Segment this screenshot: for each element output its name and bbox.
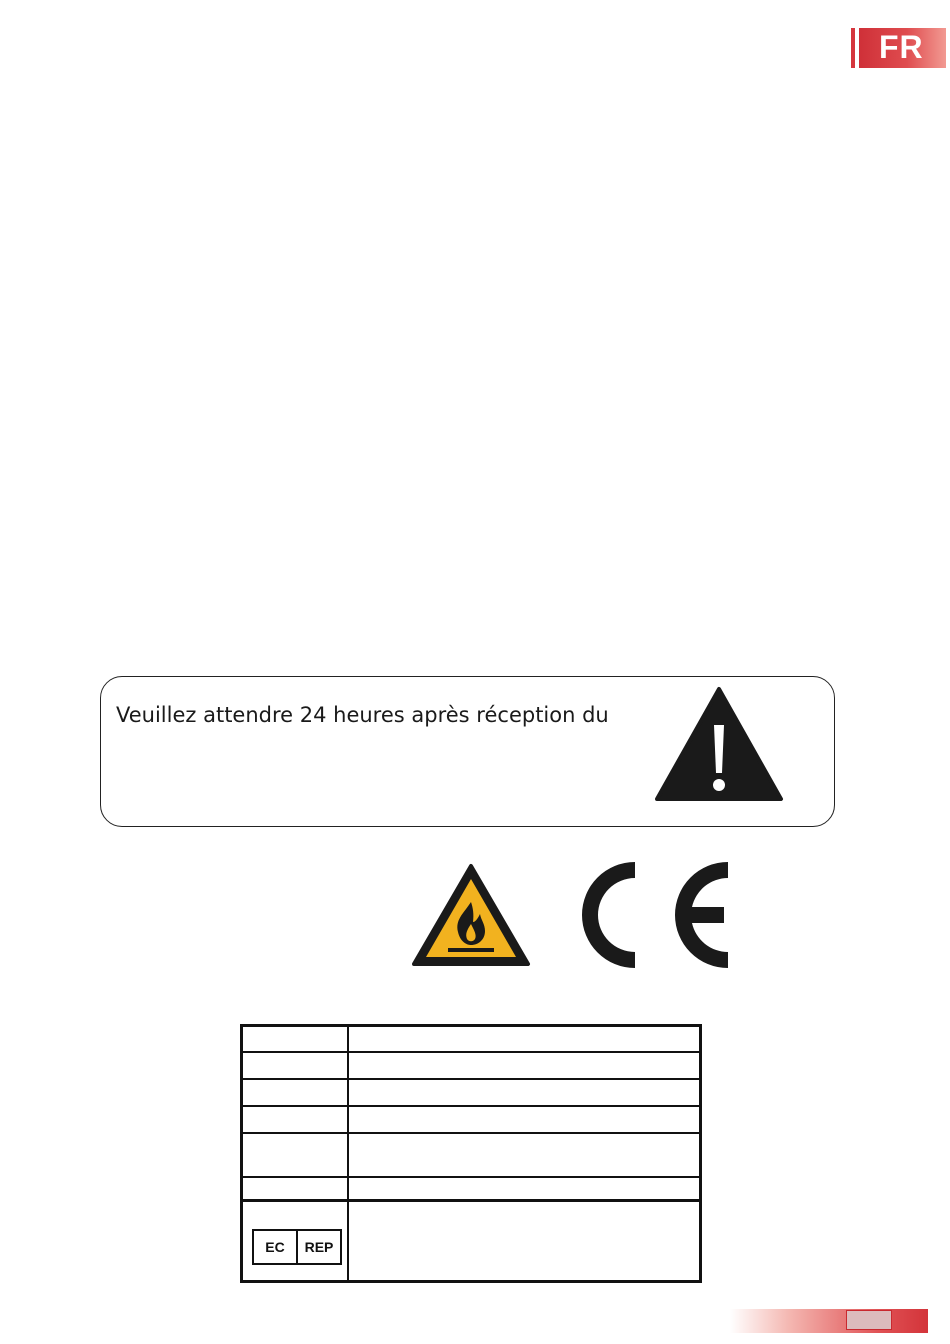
warning-icon <box>653 685 785 803</box>
ce-mark-icon <box>578 860 730 970</box>
table-row-divider <box>243 1105 699 1107</box>
ec-rep-left-label: EC <box>265 1239 285 1255</box>
table-row-divider <box>243 1078 699 1080</box>
product-label-table <box>240 1024 702 1283</box>
language-tab-edge <box>851 28 855 68</box>
table-row-divider <box>243 1132 699 1134</box>
ec-rep-symbol <box>252 1229 342 1265</box>
table-row-divider <box>243 1199 699 1202</box>
flammable-warning-icon <box>411 862 531 968</box>
warning-notice-box <box>100 676 835 827</box>
table-column-divider <box>347 1027 349 1280</box>
warning-notice-text: Veuillez attendre 24 heures après réception du <box>116 703 609 727</box>
language-tab-box <box>859 28 946 68</box>
ec-rep-right-label: REP <box>296 1231 340 1263</box>
language-code: FR <box>879 29 924 65</box>
page-footer-bar <box>730 1309 928 1333</box>
page-number-box <box>846 1310 892 1330</box>
table-row-divider <box>243 1051 699 1053</box>
table-row-divider <box>243 1176 699 1178</box>
language-tab <box>851 28 946 68</box>
